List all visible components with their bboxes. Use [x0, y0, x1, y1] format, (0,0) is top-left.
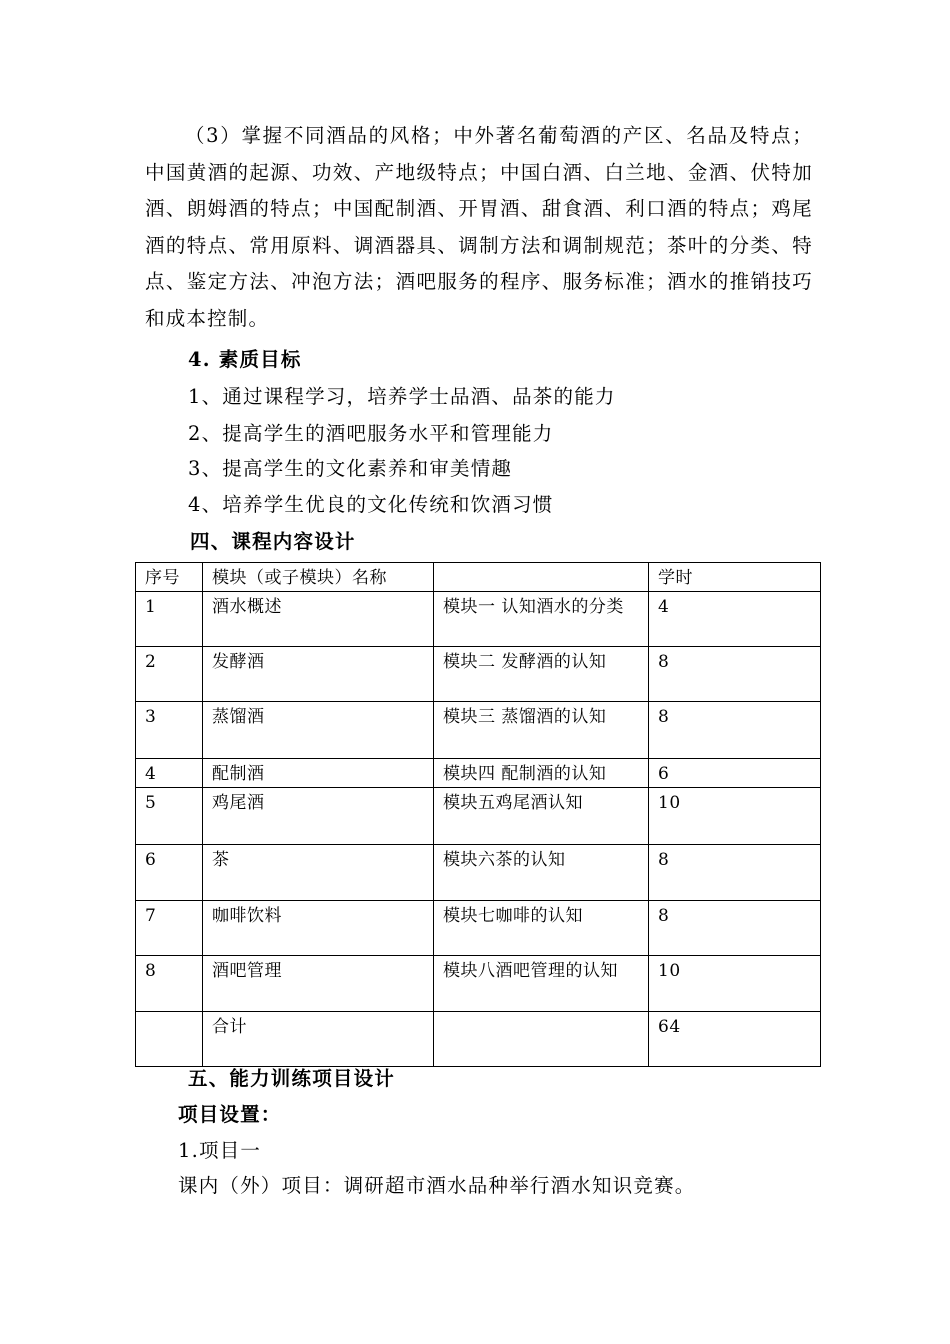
table-cell: 酒吧管理 — [203, 956, 434, 1012]
table-cell: 10 — [649, 788, 821, 845]
section-heading-course-content: 四、课程内容设计 — [190, 530, 356, 553]
table-cell: 蒸馏酒 — [203, 702, 434, 759]
intro-paragraph: （3）掌握不同酒品的风格；中外著名葡萄酒的产区、名品及特点；中国黄酒的起源、功效、产地级特点；中国白酒、白兰地、金酒、伏特加酒、朗姆酒的特点；中国配制酒、开胃酒、甜食酒、利口酒的特点；鸡尾酒的特点、常用原料、调酒器具、调制方法和调制规范；茶叶的分类、特点、鉴定方法、冲泡方法；酒吧服务的程序、服务标准；酒水的推销技巧和成本控制。 — [145, 124, 813, 330]
table-cell: 7 — [136, 901, 203, 956]
table-cell: 鸡尾酒 — [203, 788, 434, 845]
table-row — [136, 702, 821, 759]
table-cell: 4 — [136, 759, 203, 788]
table-cell: 咖啡饮料 — [203, 901, 434, 956]
table-header-cell: 模块（或子模块）名称 — [203, 563, 434, 592]
table-cell: 合计 — [203, 1012, 434, 1067]
table-cell: 8 — [136, 956, 203, 1012]
table-row — [136, 901, 821, 956]
table-cell: 模块四 配制酒的认知 — [434, 759, 649, 788]
table-cell: 模块二 发酵酒的认知 — [434, 647, 649, 702]
table-cell: 2 — [136, 647, 203, 702]
table-cell: 4 — [649, 592, 821, 647]
table-row — [136, 592, 821, 647]
table-cell: 茶 — [203, 845, 434, 901]
table-cell: 酒水概述 — [203, 592, 434, 647]
table-row — [136, 647, 821, 702]
table-cell: 8 — [649, 702, 821, 759]
table-cell: 8 — [649, 647, 821, 702]
quality-goal-item: 2、提高学生的酒吧服务水平和管理能力 — [188, 422, 554, 445]
course-content-table — [135, 562, 821, 1067]
table-header-cell: 序号 — [136, 563, 203, 592]
table-cell: 8 — [649, 901, 821, 956]
table-cell: 模块八酒吧管理的认知 — [434, 956, 649, 1012]
table-cell: 发酵酒 — [203, 647, 434, 702]
table-row — [136, 788, 821, 845]
table-cell: 模块五鸡尾酒认知 — [434, 788, 649, 845]
project-one-description: 课内（外）项目：调研超市酒水品种举行酒水知识竞赛。 — [178, 1174, 696, 1197]
quality-goal-item: 3、提高学生的文化素养和审美情趣 — [188, 457, 513, 480]
table-cell: 10 — [649, 956, 821, 1012]
table-cell — [136, 1012, 203, 1067]
table-header-row — [136, 563, 821, 592]
table-cell: 6 — [136, 845, 203, 901]
table-cell: 模块六茶的认知 — [434, 845, 649, 901]
table-cell: 5 — [136, 788, 203, 845]
table-cell: 64 — [649, 1012, 821, 1067]
table-cell: 3 — [136, 702, 203, 759]
table-cell: 6 — [649, 759, 821, 788]
table-cell: 配制酒 — [203, 759, 434, 788]
table-cell: 1 — [136, 592, 203, 647]
section-heading-training-projects: 五、能力训练项目设计 — [188, 1067, 396, 1090]
table-row — [136, 956, 821, 1012]
table-cell — [434, 1012, 649, 1067]
table-cell: 模块一 认知酒水的分类 — [434, 592, 649, 647]
quality-goals-heading: 4. 素质目标 — [188, 348, 302, 371]
table-header-cell — [434, 563, 649, 592]
quality-goal-item: 4、培养学生优良的文化传统和饮酒习惯 — [188, 493, 554, 516]
project-setup-label: 项目设置： — [178, 1103, 282, 1126]
table-total-row — [136, 1012, 821, 1067]
table-row — [136, 845, 821, 901]
table-cell: 模块七咖啡的认知 — [434, 901, 649, 956]
quality-goal-item: 1、通过课程学习，培养学士品酒、品茶的能力 — [188, 385, 616, 408]
project-one-title: 1.项目一 — [178, 1139, 262, 1162]
table-cell: 模块三 蒸馏酒的认知 — [434, 702, 649, 759]
table-row — [136, 759, 821, 788]
table-cell: 8 — [649, 845, 821, 901]
table-header-cell: 学时 — [649, 563, 821, 592]
